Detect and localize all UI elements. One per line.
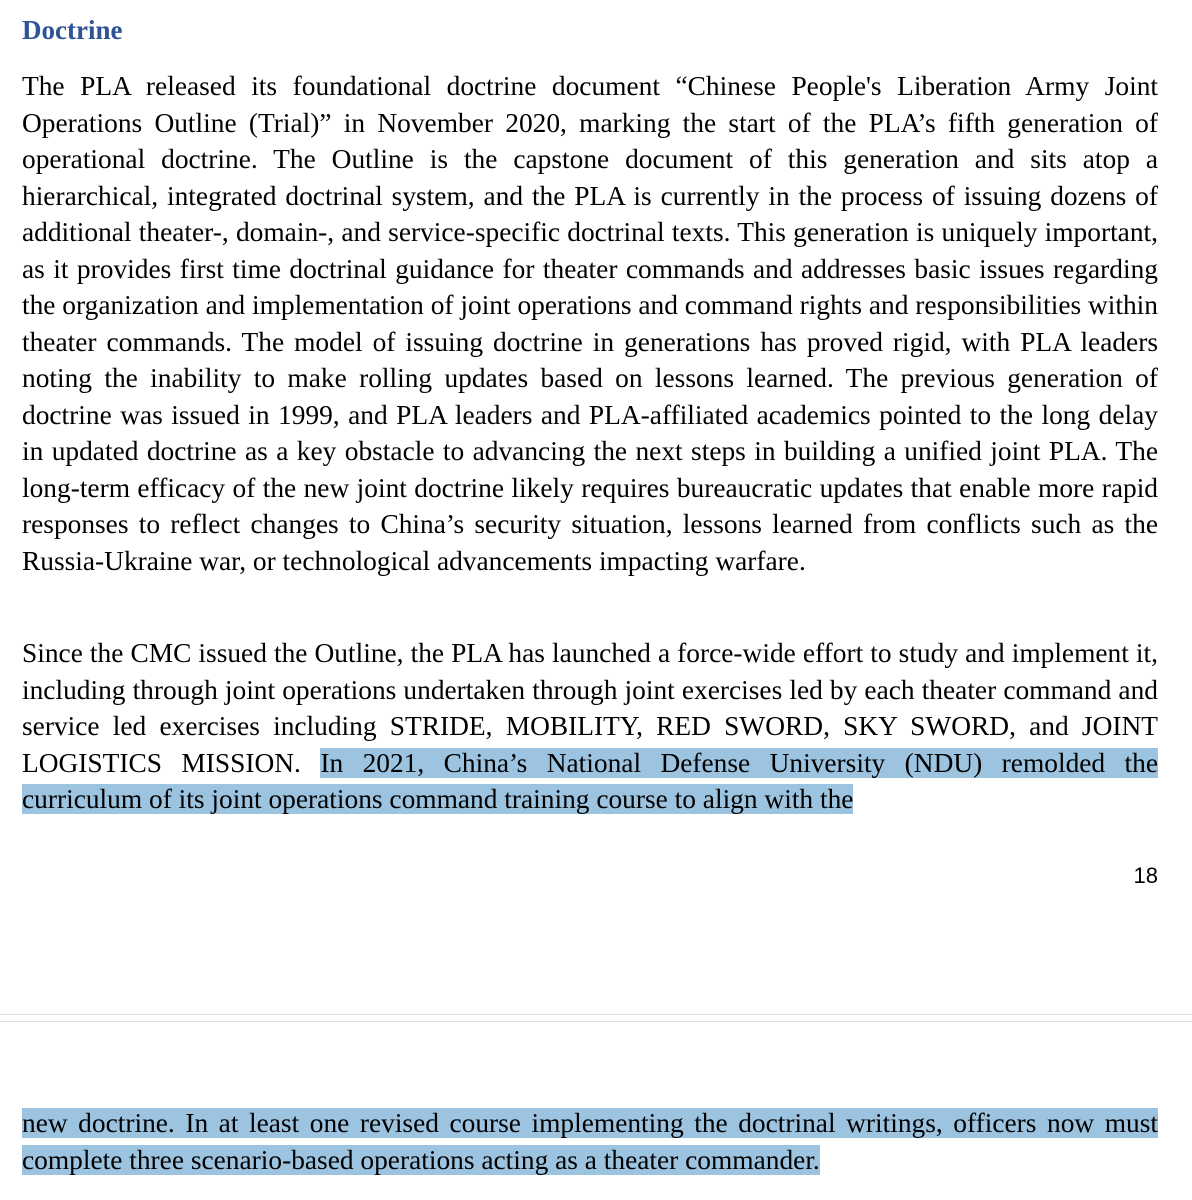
body-paragraph[interactable]: The PLA released its foundational doctrine document “Chinese People's Liberation Army Joint Operations Outline (Trial)” in November 2020, marking the start of the PLA’s fifth generation of operational doctrine. The Outline is the capstone document of this generation and sits atop a hierarchical, integrated doctrinal system, and the PLA is currently in the process of issuing dozens of additional theater-, domain-, and service-specific doctrinal texts. This generation is uniquely important, as it provides first time doctrinal guidance for theater commands and addresses basic issues regarding the organization and implementation of joint operations and command rights and responsibilities within theater commands. The model of issuing doctrine in generations has proved rigid, with PLA leaders noting the inability to make rolling updates based on lessons learned. The previous generation of doctrine was issued in 1999, and PLA leaders and PLA-affiliated academics pointed to the long delay in updated doctrine as a key obstacle to advancing the next steps in building a unified joint PLA. The long-term efficacy of the new joint doctrine likely requires bureaucratic updates that enable more rapid responses to reflect changes to China’s security situation, lessons learned from conflicts such as the Russia-Ukraine war, or technological advancements impacting warfare.	[22, 71, 1158, 576]
page-break-divider	[0, 1014, 1192, 1022]
page-number: 18	[1133, 863, 1158, 888]
selected-text[interactable]: In 2021, China’s National Defense University (NDU) remolded the curriculum of its joint operations command training course to align with the	[22, 747, 1159, 814]
section-heading: Doctrine	[22, 15, 123, 45]
selected-text[interactable]: new doctrine. In at least one revised course implementing the doctrinal writings, officers now must complete three scenario-based operations acting as a theater commander.	[22, 1108, 1158, 1175]
body-paragraph[interactable]	[22, 1105, 1158, 1178]
paragraph-text: Since the CMC issued the Outline, the PLA has launched a force-wide effort to study and implement it, including through joint operations undertaken through joint exercises led by each theater command and service led exercises including STRIDE, MOBILITY, RED SWORD, SKY SWORD, and JOINT LOGISTICS MISSION.	[22, 638, 1158, 778]
body-paragraph[interactable]	[22, 635, 1158, 818]
